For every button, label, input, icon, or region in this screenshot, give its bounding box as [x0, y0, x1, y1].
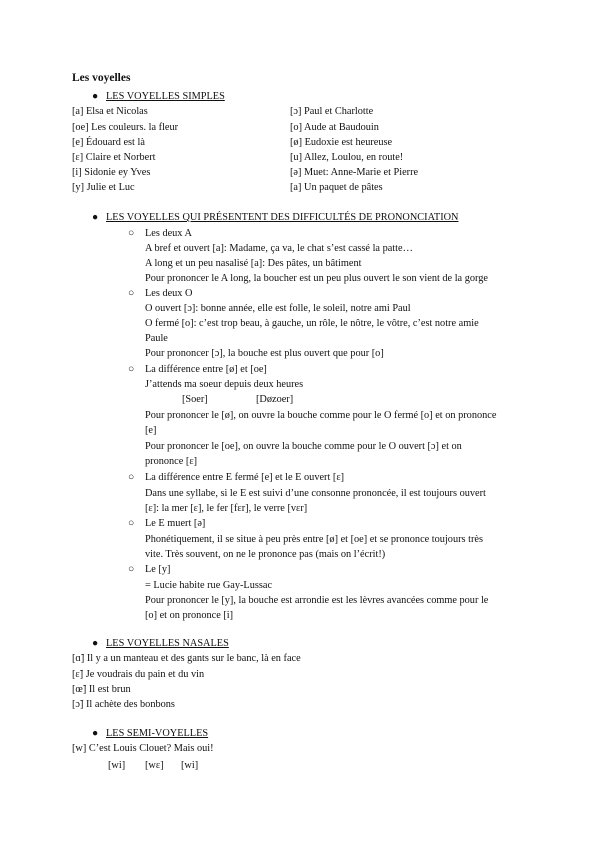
text-line: Pour prononcer le [y], la bouche est arrondie est les lèvres avancées comme pour le: [145, 595, 489, 606]
bullet-icon: ●: [92, 638, 99, 649]
vowel-row: [i] Sidonie ey Yves [ə] Muet: Anne-Marie et Pierre: [72, 167, 419, 178]
vowel-row: [a] Elsa et Nicolas [ɔ] Paul et Charlotte: [72, 106, 374, 117]
text-line: Pour prononcer [ɔ], la bouche est plus ouvert que pour [o]: [145, 348, 384, 359]
circle-bullet-icon: ○: [128, 472, 135, 483]
ipa-transcription: [wi]: [181, 760, 199, 771]
vowel-row: [y] Julie et Luc [a] Un paquet de pâtes: [72, 182, 383, 193]
bullet-icon: ●: [92, 91, 99, 102]
subsection-heading: ○ La différence entre E fermé [e] et le E ouvert [ɛ]: [128, 472, 345, 483]
vowel-row: [oe] Les couleurs. la fleur [o] Aude at Baudouin: [72, 122, 379, 133]
semi-line: [w] C’est Louis Clouet? Mais oui!: [72, 743, 214, 754]
ipa-transcription: [Døzoer]: [256, 394, 294, 405]
text-line: A bref et ouvert [a]: Madame, ça va, le chat s’est cassé la patte…: [145, 243, 413, 254]
text-line: Dans une syllabe, si le E est suivi d’une consonne prononcée, il est toujours ouvert: [145, 488, 486, 499]
ipa-transcription: [wi]: [108, 760, 126, 771]
subsection-heading: ○ Les deux O: [128, 288, 193, 299]
ipa-transcription: [wɛ]: [145, 760, 164, 771]
page-title: Les voyelles: [72, 72, 131, 84]
nasal-line: [ɑ̃] Il y a un manteau et des gants sur le banc, là en face: [72, 653, 301, 664]
section-heading-difficultes: ● LES VOYELLES QUI PRÉSENTENT DES DIFFICULTÉS DE PRONONCIATION: [92, 212, 459, 223]
text-line: = Lucie habite rue Gay-Lussac: [145, 580, 273, 591]
text-line: Pour prononcer le [oe], on ouvre la bouche comme pour le O ouvert [ɔ] et on: [145, 441, 462, 452]
circle-bullet-icon: ○: [128, 228, 135, 239]
subsection-heading: ○ Le E muert [ə]: [128, 518, 206, 529]
text-line: Phonétiquement, il se situe à peu près entre [ø] et [oe] et se prononce toujours très: [145, 534, 483, 545]
text-line: J’attends ma soeur depuis deux heures: [145, 379, 304, 390]
text-line: [ɛ]: la mer [ɛ], le fer [fɛr], le verre [vɛr]: [145, 503, 308, 514]
section-heading-simples: ● LES VOYELLES SIMPLES: [92, 91, 225, 102]
subsection-heading: ○ Les deux A: [128, 228, 192, 239]
vowel-row: [e] Édouard est là [ø] Eudoxie est heureuse: [72, 137, 393, 148]
subsection-heading: ○ Le [y]: [128, 564, 171, 575]
bullet-icon: ●: [92, 728, 99, 739]
text-line: O fermé [o]: c’est trop beau, à gauche, un rôle, le nôtre, le vôtre, c’est notre amie: [145, 318, 479, 329]
subsection-heading: ○ La différence entre [ø] et [oe]: [128, 364, 267, 375]
vowel-row: [ɛ] Claire et Norbert [u] Allez, Loulou, en route!: [72, 152, 404, 163]
section-heading-semi: ● LES SEMI-VOYELLES: [92, 728, 209, 739]
text-line: Pour prononcer le A long, la boucher est un peu plus ouvert le son vient de la gorge: [145, 273, 488, 284]
bullet-icon: ●: [92, 212, 99, 223]
circle-bullet-icon: ○: [128, 364, 135, 375]
section-heading-nasales: ● LES VOYELLES NASALES: [92, 638, 229, 649]
text-line: vite. Très souvent, on ne le prononce pas (mais on l’écrit!): [145, 549, 386, 560]
text-line: Paule: [145, 333, 168, 344]
text-line: O ouvert [ɔ]: bonne année, elle est folle, le soleil, notre ami Paul: [145, 303, 411, 314]
nasal-line: [œ̃] Il est brun: [72, 684, 131, 695]
text-line: [e]: [145, 425, 157, 436]
circle-bullet-icon: ○: [128, 564, 135, 575]
nasal-line: [ɛ̃] Je voudrais du pain et du vin: [72, 669, 205, 680]
text-line: [o] et on prononce [i]: [145, 610, 234, 621]
ipa-transcription: [Soer]: [182, 394, 208, 405]
nasal-line: [ɔ̃] Il achète des bonbons: [72, 699, 175, 710]
text-line: Pour prononcer le [ø], on ouvre la bouche comme pour le O fermé [o] et on prononce: [145, 410, 497, 421]
circle-bullet-icon: ○: [128, 518, 135, 529]
circle-bullet-icon: ○: [128, 288, 135, 299]
text-line: A long et un peu nasalisé [a]: Des pâtes, un bâtiment: [145, 258, 362, 269]
text-line: prononce [ɛ]: [145, 456, 198, 467]
